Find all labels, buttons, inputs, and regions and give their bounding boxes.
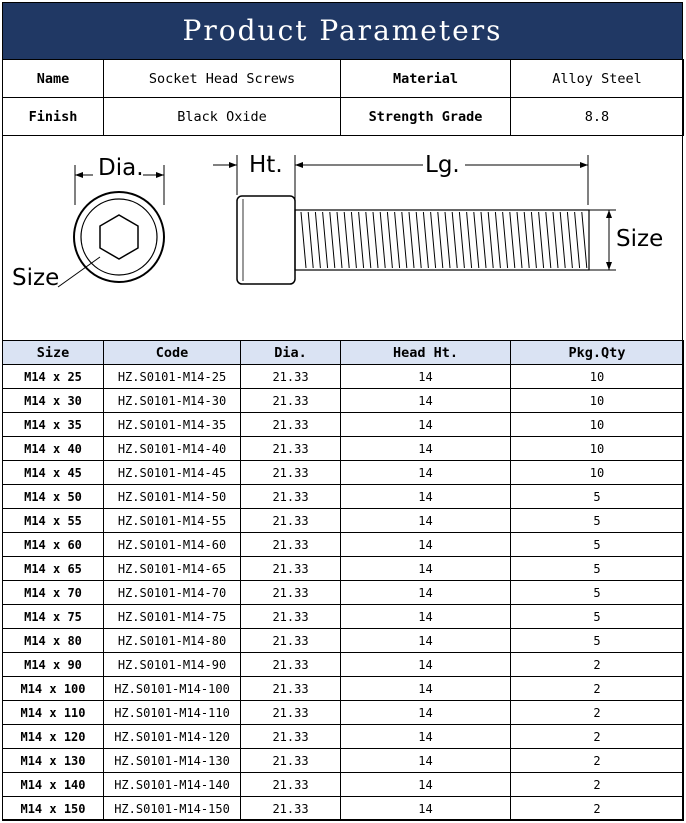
- cell-head-ht: 14: [341, 725, 511, 749]
- cell-code: HZ.S0101-M14-80: [104, 629, 241, 653]
- cell-size: M14 x 60: [3, 533, 104, 557]
- cell-pkg-qty: 5: [511, 557, 684, 581]
- size-label-left: Size: [12, 265, 60, 291]
- cell-pkg-qty: 5: [511, 485, 684, 509]
- cell-size: M14 x 50: [3, 485, 104, 509]
- cell-dia: 21.33: [241, 797, 341, 821]
- cell-pkg-qty: 10: [511, 461, 684, 485]
- cell-pkg-qty: 10: [511, 365, 684, 389]
- cell-size: M14 x 100: [3, 677, 104, 701]
- cell-dia: 21.33: [241, 581, 341, 605]
- cell-dia: 21.33: [241, 557, 341, 581]
- cell-pkg-qty: 5: [511, 629, 684, 653]
- grade-value: 8.8: [511, 98, 684, 136]
- cell-head-ht: 14: [341, 749, 511, 773]
- material-label: Material: [341, 60, 511, 98]
- cell-code: HZ.S0101-M14-140: [104, 773, 241, 797]
- cell-code: HZ.S0101-M14-100: [104, 677, 241, 701]
- finish-label: Finish: [3, 98, 104, 136]
- cell-head-ht: 14: [341, 485, 511, 509]
- cell-size: M14 x 55: [3, 509, 104, 533]
- cell-head-ht: 14: [341, 797, 511, 821]
- page-border: [2, 2, 683, 820]
- cell-code: HZ.S0101-M14-110: [104, 701, 241, 725]
- cell-head-ht: 14: [341, 605, 511, 629]
- cell-size: M14 x 80: [3, 629, 104, 653]
- cell-size: M14 x 140: [3, 773, 104, 797]
- page-title: Product Parameters: [2, 2, 683, 59]
- cell-head-ht: 14: [341, 701, 511, 725]
- size-label-right: Size: [616, 226, 664, 252]
- cell-code: HZ.S0101-M14-40: [104, 437, 241, 461]
- cell-pkg-qty: 10: [511, 389, 684, 413]
- cell-size: M14 x 45: [3, 461, 104, 485]
- cell-head-ht: 14: [341, 389, 511, 413]
- cell-code: HZ.S0101-M14-130: [104, 749, 241, 773]
- cell-dia: 21.33: [241, 461, 341, 485]
- cell-pkg-qty: 2: [511, 653, 684, 677]
- cell-code: HZ.S0101-M14-30: [104, 389, 241, 413]
- cell-pkg-qty: 10: [511, 437, 684, 461]
- cell-code: HZ.S0101-M14-90: [104, 653, 241, 677]
- cell-dia: 21.33: [241, 485, 341, 509]
- cell-size: M14 x 110: [3, 701, 104, 725]
- cell-dia: 21.33: [241, 749, 341, 773]
- dia-label: Dia.: [98, 155, 144, 181]
- cell-pkg-qty: 2: [511, 677, 684, 701]
- cell-pkg-qty: 2: [511, 701, 684, 725]
- cell-size: M14 x 150: [3, 797, 104, 821]
- cell-head-ht: 14: [341, 581, 511, 605]
- cell-head-ht: 14: [341, 533, 511, 557]
- cell-head-ht: 14: [341, 509, 511, 533]
- cell-dia: 21.33: [241, 725, 341, 749]
- cell-dia: 21.33: [241, 677, 341, 701]
- cell-size: M14 x 35: [3, 413, 104, 437]
- cell-code: HZ.S0101-M14-70: [104, 581, 241, 605]
- ht-label: Ht.: [249, 152, 283, 178]
- cell-size: M14 x 120: [3, 725, 104, 749]
- cell-size: M14 x 130: [3, 749, 104, 773]
- material-value: Alloy Steel: [511, 60, 684, 98]
- cell-dia: 21.33: [241, 773, 341, 797]
- cell-pkg-qty: 2: [511, 749, 684, 773]
- cell-code: HZ.S0101-M14-75: [104, 605, 241, 629]
- cell-code: HZ.S0101-M14-45: [104, 461, 241, 485]
- cell-code: HZ.S0101-M14-65: [104, 557, 241, 581]
- cell-pkg-qty: 5: [511, 509, 684, 533]
- cell-code: HZ.S0101-M14-150: [104, 797, 241, 821]
- name-label: Name: [3, 60, 104, 98]
- cell-pkg-qty: 2: [511, 773, 684, 797]
- cell-code: HZ.S0101-M14-50: [104, 485, 241, 509]
- col-header-head-ht: Head Ht.: [341, 341, 511, 365]
- cell-size: M14 x 30: [3, 389, 104, 413]
- cell-head-ht: 14: [341, 557, 511, 581]
- cell-dia: 21.33: [241, 701, 341, 725]
- cell-size: M14 x 90: [3, 653, 104, 677]
- cell-dia: 21.33: [241, 509, 341, 533]
- cell-head-ht: 14: [341, 653, 511, 677]
- cell-pkg-qty: 2: [511, 725, 684, 749]
- grade-label: Strength Grade: [341, 98, 511, 136]
- col-header-pkg-qty: Pkg.Qty: [511, 341, 684, 365]
- col-header-size: Size: [3, 341, 104, 365]
- cell-dia: 21.33: [241, 629, 341, 653]
- cell-code: HZ.S0101-M14-120: [104, 725, 241, 749]
- col-header-code: Code: [104, 341, 241, 365]
- cell-pkg-qty: 2: [511, 797, 684, 821]
- cell-dia: 21.33: [241, 389, 341, 413]
- cell-size: M14 x 25: [3, 365, 104, 389]
- lg-label: Lg.: [425, 152, 460, 178]
- cell-dia: 21.33: [241, 365, 341, 389]
- cell-head-ht: 14: [341, 437, 511, 461]
- finish-value: Black Oxide: [104, 98, 341, 136]
- cell-code: HZ.S0101-M14-35: [104, 413, 241, 437]
- cell-head-ht: 14: [341, 413, 511, 437]
- cell-pkg-qty: 5: [511, 605, 684, 629]
- cell-dia: 21.33: [241, 437, 341, 461]
- cell-code: HZ.S0101-M14-25: [104, 365, 241, 389]
- cell-pkg-qty: 10: [511, 413, 684, 437]
- cell-dia: 21.33: [241, 653, 341, 677]
- cell-dia: 21.33: [241, 413, 341, 437]
- cell-dia: 21.33: [241, 533, 341, 557]
- cell-code: HZ.S0101-M14-55: [104, 509, 241, 533]
- cell-head-ht: 14: [341, 629, 511, 653]
- cell-size: M14 x 75: [3, 605, 104, 629]
- cell-head-ht: 14: [341, 677, 511, 701]
- cell-size: M14 x 70: [3, 581, 104, 605]
- cell-dia: 21.33: [241, 605, 341, 629]
- cell-pkg-qty: 5: [511, 533, 684, 557]
- cell-size: M14 x 40: [3, 437, 104, 461]
- col-header-dia: Dia.: [241, 341, 341, 365]
- cell-head-ht: 14: [341, 773, 511, 797]
- cell-head-ht: 14: [341, 461, 511, 485]
- cell-pkg-qty: 5: [511, 581, 684, 605]
- cell-head-ht: 14: [341, 365, 511, 389]
- cell-code: HZ.S0101-M14-60: [104, 533, 241, 557]
- name-value: Socket Head Screws: [104, 60, 341, 98]
- cell-size: M14 x 65: [3, 557, 104, 581]
